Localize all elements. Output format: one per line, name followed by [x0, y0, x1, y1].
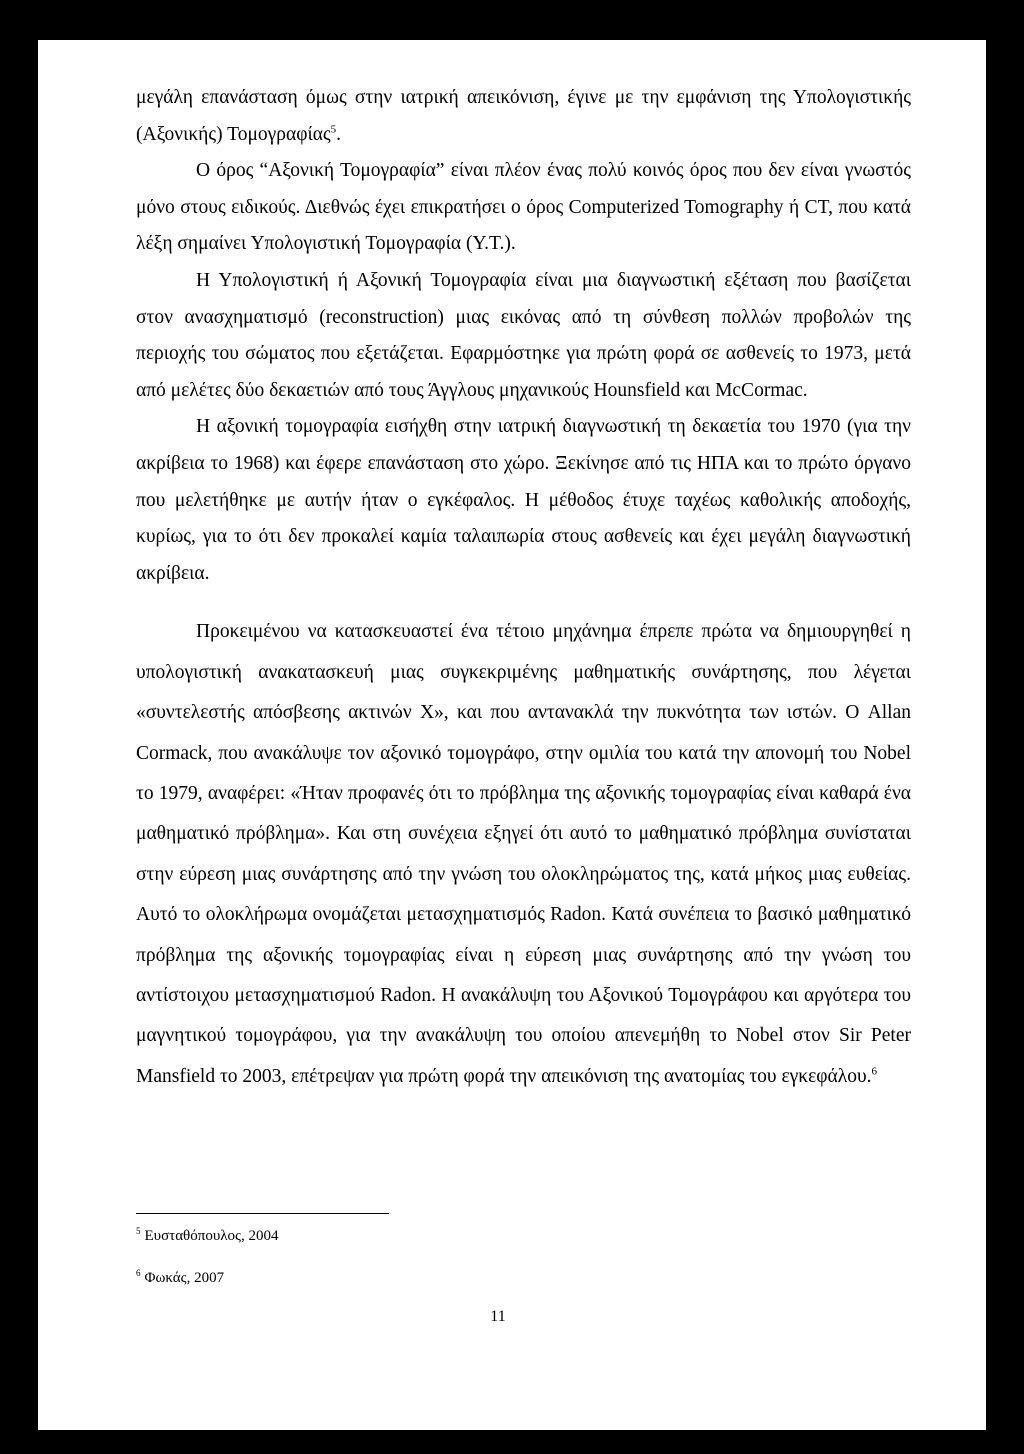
paragraph-1-end: .	[336, 123, 342, 145]
paragraph-4: Η αξονική τομογραφία εισήχθη στην ιατρική διαγνωστική τη δεκαετία του 1970 (για την ακρίβεια το 1968) και έφερε επανάσταση στο χώρο. Ξεκίνησε από τις ΗΠΑ και το πρώτο όργανο που μελετήθηκε με αυτήν ήταν ο εγκέφαλος. Η μέθοδος έτυχε ταχέως καθολικής αποδοχής, κυρίως, για το ότι δεν προκαλεί καμία ταλαιπωρία στους ασθενείς και έχει μεγάλη διαγνωστική ακρίβεια.	[136, 416, 911, 584]
footnote-number: 5	[136, 1226, 141, 1236]
paragraph-5-text: Προκειμένου να κατασκευαστεί ένα τέτοιο μηχάνημα έπρεπε πρώτα να δημιουργηθεί η υπολογιστική ανακατασκευή μιας συγκεκριμένης μαθηματικής συνάρτησης, που λέγεται «συντελεστής απόσβεσης ακτινών Χ», και που αντανακλά την πυκνότητα των ιστών. Ο Allan Cormack, που ανακάλυψε τον αξονικό τομογράφο, στην ομιλία του κατά την απονομή του Nobel το 1979, αναφέρει: «Ήταν προφανές ότι το πρόβλημα της αξονικής τομογραφίας είναι καθαρά ένα μαθηματικό πρόβλημα». Και στη συνέχεια εξηγεί ότι αυτό το μαθηματικό πρόβλημα συνίσταται στην εύρεση μιας συνάρτησης από την γνώση του ολοκληρώματος της, κατά μήκος μιας ευθείας. Αυτό το ολοκλήρωμα ονομάζεται μετασχηματισμός Radon. Κατά συνέπεια το βασικό μαθηματικό πρόβλημα της αξονικής τομογραφίας είναι η εύρεση μιας συνάρτησης από την γνώση του αντίστοιχου μετασχηματισμού Radon. Η ανακάλυψη του Αξονικού Τομογράφου και αργότερα του μαγνητικού τομογράφου, για την ανακάλυψη του οποίου απενεμήθη το Nobel στον Sir Peter Mansfield το 2003, επέτρεψαν για πρώτη φορά την απεικόνιση της ανατομίας του εγκεφάλου.	[136, 621, 911, 1087]
footnote-separator	[136, 1213, 389, 1214]
footnote-ref-6[interactable]: 6	[871, 1065, 877, 1078]
paragraph-3: Η Υπολογιστική ή Αξονική Τομογραφία είναι μια διαγνωστική εξέταση που βασίζεται στον ανασχηματισμό (reconstruction) μιας εικόνας από τη σύνθεση πολλών προβολών της περιοχής του σώματος που εξετάζεται. Εφαρμόστηκε για πρώτη φορά σε ασθενείς το 1973, μετά από μελέτες δύο δεκαετιών από τους Άγγλους μηχανικούς Hounsfield και McCormac.	[136, 269, 911, 401]
footnote-ref-5[interactable]: 5	[330, 123, 337, 136]
footnote-text: Φωκάς, 2007	[144, 1270, 225, 1286]
paragraph-2: Ο όρος “Αξονική Τομογραφία” είναι πλέον ένας πολύ κοινός όρος που δεν είναι γνωστός μόνο στους ειδικούς. Διεθνώς έχει επικρατήσει ο όρος Computerized Tomography ή CT, που κατά λέξη σημαίνει Υπολογιστική Τομογραφία (Υ.Τ.).	[136, 160, 911, 255]
paragraph-5	[136, 612, 911, 1097]
footnote-5	[136, 1226, 278, 1246]
paragraph-1-text: μεγάλη επανάσταση όμως στην ιατρική απεικόνιση, έγινε με την εμφάνιση της Υπολογιστικής (Αξονικής) Τομογραφίας	[136, 87, 911, 145]
footnote-text: Ευσταθόπουλος, 2004	[144, 1228, 279, 1244]
page-number: 11	[490, 1308, 506, 1325]
paragraph-1	[136, 80, 911, 153]
body-text	[136, 80, 911, 1097]
document-page	[38, 40, 986, 1430]
footnote-number: 6	[136, 1268, 141, 1278]
footnote-6	[136, 1268, 224, 1288]
